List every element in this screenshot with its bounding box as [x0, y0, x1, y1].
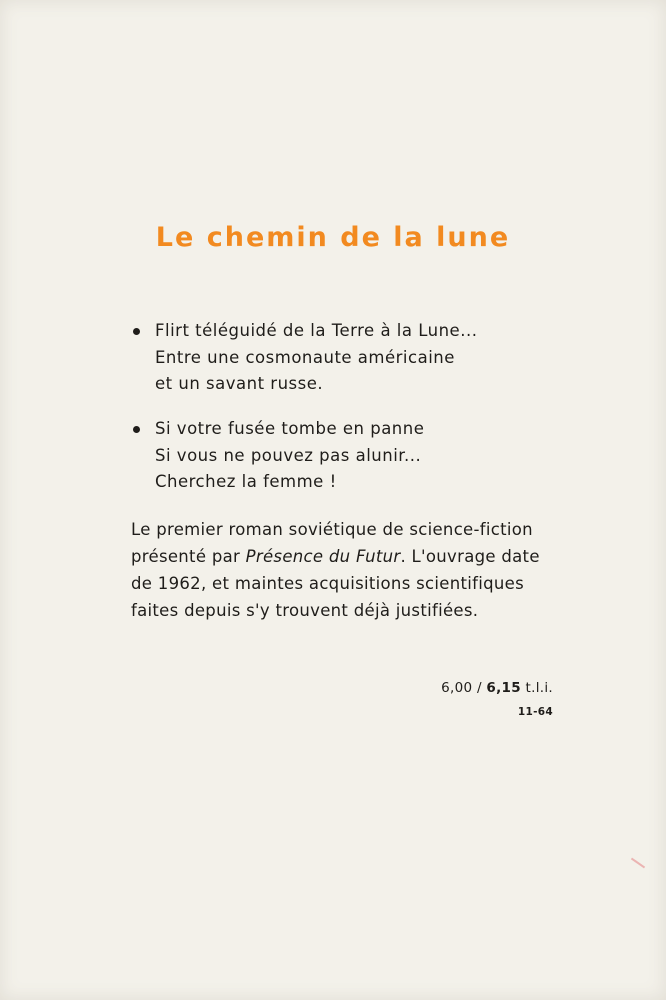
- paper-mark: [631, 858, 645, 869]
- paragraph-line: Le premier roman soviétique de science-fiction: [131, 520, 533, 539]
- book-title: Le chemin de la lune: [155, 222, 511, 253]
- price: [441, 680, 553, 696]
- bullet-line: et un savant russe.: [155, 374, 324, 393]
- collection-name: Présence du Futur: [245, 547, 401, 566]
- price-tax-included: 6,15: [486, 680, 521, 696]
- paragraph-text: présenté par: [131, 547, 246, 566]
- bullet-text: [155, 318, 477, 398]
- paragraph-line: [131, 543, 540, 570]
- description-paragraph: [131, 516, 540, 624]
- price-base: 6,00 /: [441, 680, 482, 696]
- bullet-line: Si vous ne pouvez pas alunir...: [155, 445, 422, 465]
- paragraph-text: . L'ouvrage date: [400, 547, 540, 566]
- bullet-line: Cherchez la femme !: [155, 472, 337, 491]
- print-code: 11-64: [517, 706, 553, 718]
- paragraph-line: de 1962, et maintes acquisitions scientifiques: [131, 574, 525, 593]
- bullet-line: Si votre fusée tombe en panne: [155, 419, 425, 438]
- bullet-icon: [133, 426, 140, 433]
- price-suffix: t.l.i.: [525, 680, 553, 696]
- bullet-line: Entre une cosmonaute américaine: [155, 347, 455, 367]
- bullet-text: [155, 416, 424, 496]
- bullet-icon: [133, 328, 140, 335]
- bullet-line: Flirt téléguidé de la Terre à la Lune...: [155, 321, 478, 340]
- paragraph-line: faites depuis s'y trouvent déjà justifiées.: [131, 601, 479, 620]
